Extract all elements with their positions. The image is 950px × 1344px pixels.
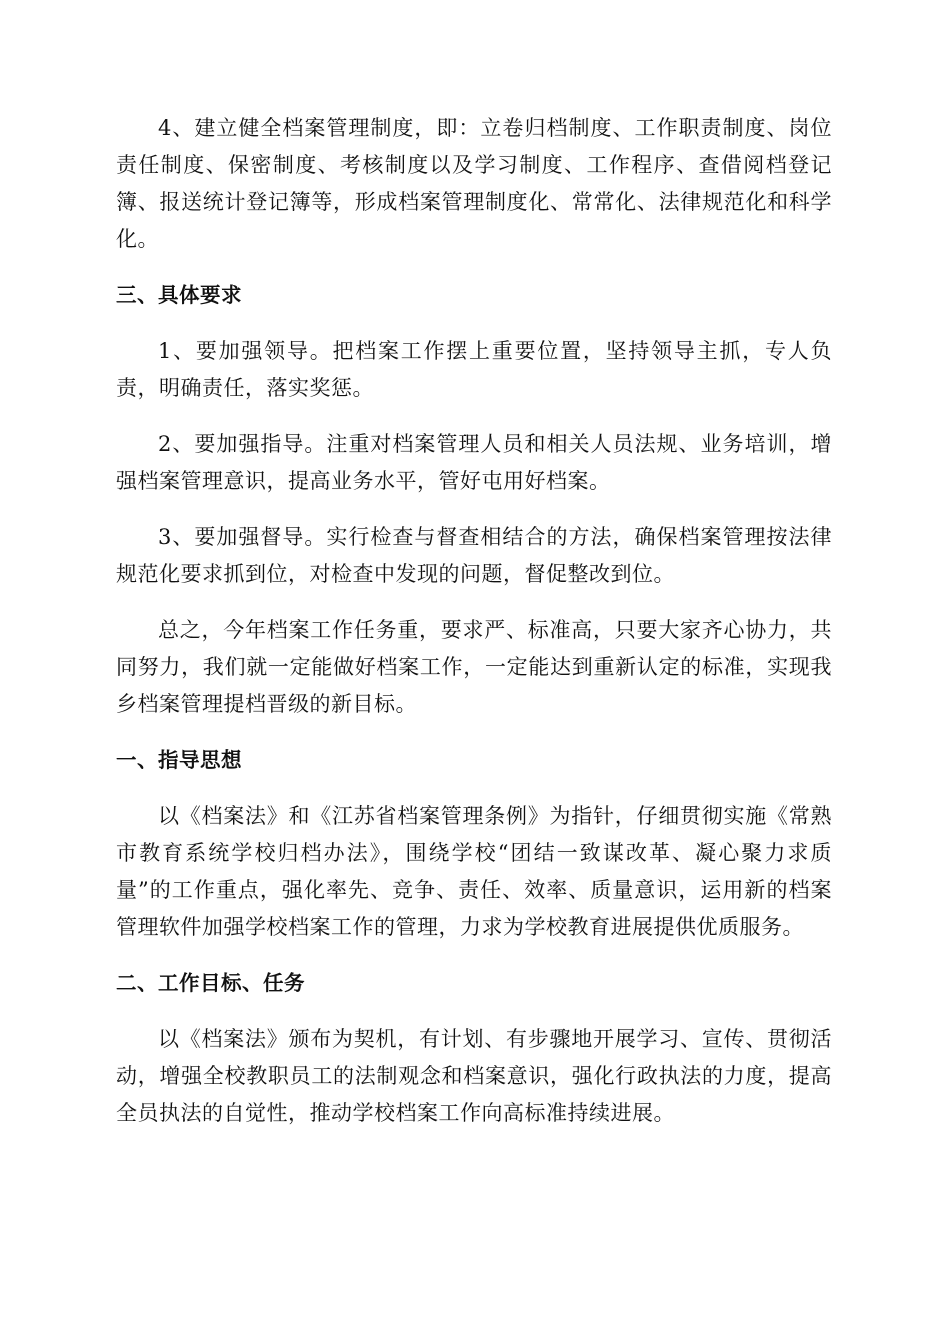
heading-guiding-ideology: 一、指导思想 xyxy=(116,748,242,772)
paragraph-archive-rules: 4、建立健全档案管理制度，即：立卷归档制度、工作职责制度、岗位责任制度、保密制度、考核制度以及学习制度、工作程序、查借阅档登记簿、报送统计登记簿等，形成档案管理制度化、常常化、法律规范化和科学化。 xyxy=(116,116,832,251)
paragraph-leadership: 1、要加强领导。把档案工作摆上重要位置，坚持领导主抓，专人负责，明确责任，落实奖惩。 xyxy=(116,339,832,400)
paragraph-ideology: 以《档案法》和《江苏省档案管理条例》为指针，仔细贯彻实施《常熟市教育系统学校归档办法》，围绕学校“团结一致谋改革、凝心聚力求质量”的工作重点，强化率先、竞争、责任、效率、质量意识，运用新的档案管理软件加强学校档案工作的管理，力求为学校教育进展提供优质服务。 xyxy=(116,804,832,939)
paragraph-goals: 以《档案法》颁布为契机，有计划、有步骤地开展学习、宣传、贯彻活动，增强全校教职员工的法制观念和档案意识，强化行政执法的力度，提高全员执法的自觉性，推动学校档案工作向高标准持续进展。 xyxy=(116,1027,832,1125)
paragraph-summary: 总之，今年档案工作任务重，要求严、标准高，只要大家齐心协力，共同努力，我们就一定能做好档案工作，一定能达到重新认定的标准，实现我乡档案管理提档晋级的新目标。 xyxy=(116,618,832,716)
heading-specific-requirements: 三、具体要求 xyxy=(116,283,242,307)
paragraph-guidance: 2、要加强指导。注重对档案管理人员和相关人员法规、业务培训，增强档案管理意识，提高业务水平，管好屯用好档案。 xyxy=(116,432,832,493)
paragraph-supervision: 3、要加强督导。实行检查与督查相结合的方法，确保档案管理按法律规范化要求抓到位，对检查中发现的问题，督促整改到位。 xyxy=(116,525,832,586)
heading-goals-tasks: 二、工作目标、任务 xyxy=(116,971,305,995)
